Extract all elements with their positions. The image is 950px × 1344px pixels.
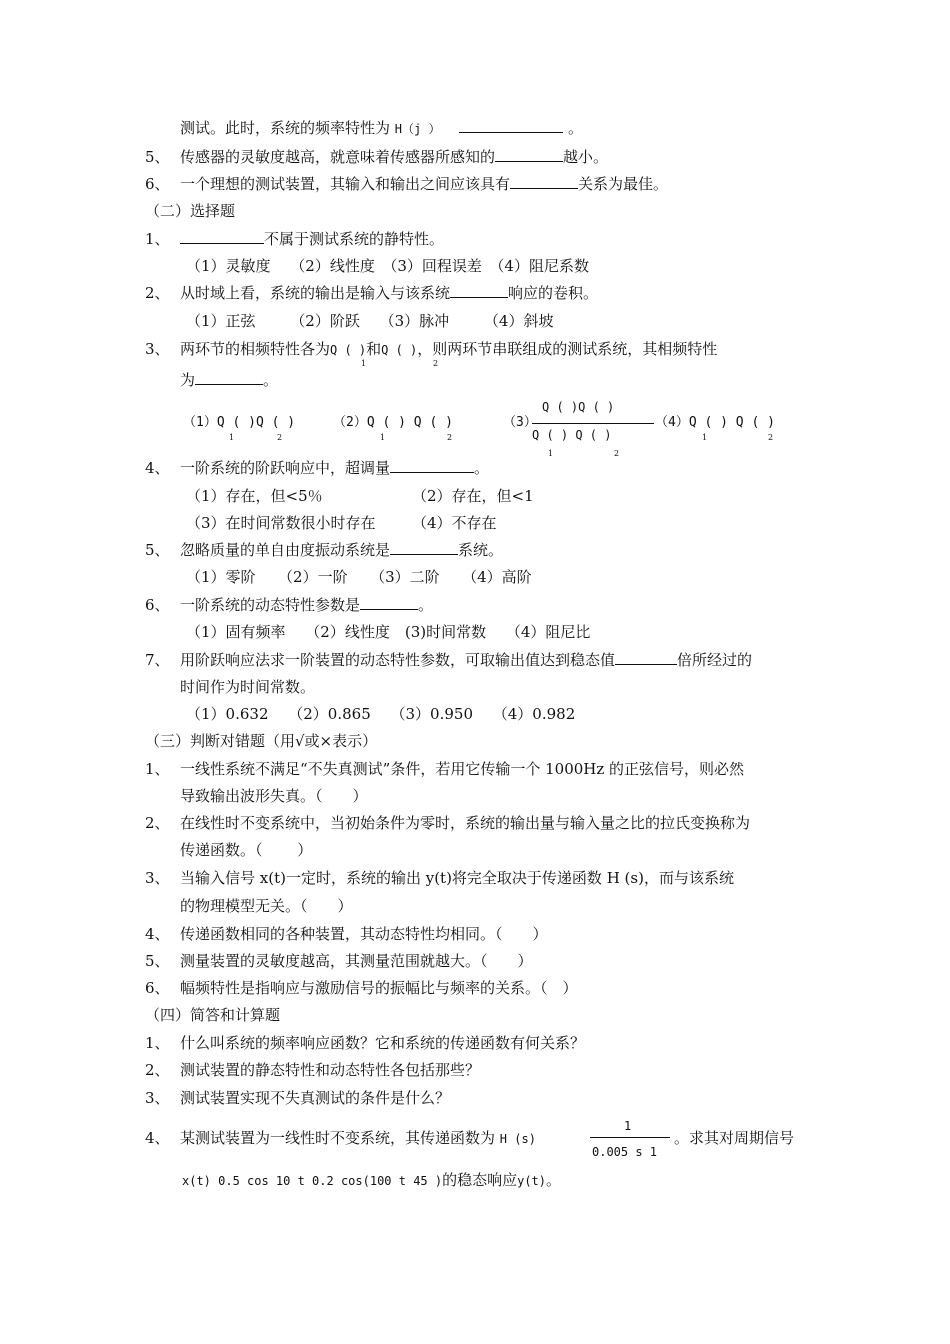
question-number: 7、 xyxy=(145,651,170,669)
math-expression: H（j ） xyxy=(394,122,441,136)
subscript: 2 xyxy=(433,359,439,368)
question-number: 6、 xyxy=(145,175,170,193)
answer-blank xyxy=(180,229,264,244)
question-text: 一个理想的测试装置，其输入和输出之间应该具有 xyxy=(180,175,511,193)
judge-2-cont: 传递函数。（ ） xyxy=(180,841,313,859)
answer-blank xyxy=(615,650,677,665)
punctuation: 。 xyxy=(418,596,434,614)
question-number: 2、 xyxy=(145,1061,170,1079)
subscript: 2 xyxy=(614,449,620,458)
question-text: 在线性时不变系统中，当初始条件为零时，系统的输出量与输入量之比的拉氏变换称为 xyxy=(180,814,751,832)
question-text: 什么叫系统的频率响应函数？它和系统的传递函数有何关系？ xyxy=(180,1034,586,1052)
subscript: 2 xyxy=(277,433,283,442)
question-text: 一阶系统的阶跃响应中，超调量 xyxy=(180,459,391,477)
fraction-bar xyxy=(590,1137,670,1138)
fraction-numerator: Q ( )Q ( ) xyxy=(542,400,615,414)
choice-7-options: （1）0.632 （2）0.865 （3）0.950 （4）0.982 xyxy=(186,705,576,723)
question-text: 传递函数相同的各种装置，其动态特性均相同。（ ） xyxy=(180,925,548,943)
short-4-cont xyxy=(182,1170,561,1191)
choice-3-option-1: （1）Q ( )Q ( ) xyxy=(183,415,296,430)
choice-1-options: （1）灵敏度 （2）线性度 （3）回程误差 （4）阻尼系数 xyxy=(186,257,589,275)
line-text: 测试。此时，系统的频率特性为 xyxy=(180,119,391,137)
question-number: 5、 xyxy=(145,952,170,970)
answer-blank xyxy=(459,118,563,133)
question-number: 6、 xyxy=(145,596,170,614)
transfer-function-label: H (s) xyxy=(499,1132,536,1146)
question-text: ，则两环节串联组成的测试系统，其相频特性 xyxy=(417,340,718,358)
subscript: 1 xyxy=(361,359,367,368)
choice-5-options: （1）零阶 （2）一阶 （3）二阶 （4）高阶 xyxy=(186,568,532,586)
math-q1: Q ( ) xyxy=(330,343,367,357)
question-text: 测试装置的静态特性和动态特性各包括那些？ xyxy=(180,1061,481,1079)
question-number: 5、 xyxy=(145,541,170,559)
choice-7-cont: 时间作为时间常数。 xyxy=(180,678,316,696)
punctuation: 。 xyxy=(263,371,279,389)
subscript: 1 xyxy=(380,433,386,442)
answer-blank xyxy=(510,174,578,189)
punctuation: 。 xyxy=(474,459,490,477)
answer-blank xyxy=(390,458,474,473)
answer-blank xyxy=(495,147,563,162)
answer-blank xyxy=(195,370,263,385)
question-text: 忽略质量的单自由度振动系统是 xyxy=(180,541,391,559)
judge-1-cont: 导致输出波形失真。（ ） xyxy=(180,787,368,805)
choice-3-option-4: （4）Q ( ) Q ( ) xyxy=(655,415,775,430)
question-text: 为 xyxy=(180,371,196,389)
choice-2-options: （1）正弦 （2）阶跃 （3）脉冲 （4）斜坡 xyxy=(186,312,554,330)
answer-blank xyxy=(390,540,458,555)
judge-3-cont: 的物理模型无关。（ ） xyxy=(180,897,353,915)
question-text: 从时域上看，系统的输出是输入与该系统 xyxy=(180,284,451,302)
question-text: 倍所经过的 xyxy=(677,651,753,669)
short-4-tail: 。求其对周期信号 xyxy=(674,1129,795,1147)
choice-4-option-4: （4）不存在 xyxy=(412,514,497,532)
question-text: 测试装置实现不失真测试的条件是什么？ xyxy=(180,1089,451,1107)
answer-blank xyxy=(360,595,418,610)
punctuation: 。 xyxy=(568,119,584,137)
punctuation: 。 xyxy=(546,1171,562,1189)
question-number: 3、 xyxy=(145,1089,170,1107)
fraction-numerator: 1 xyxy=(624,1119,632,1133)
question-text: 响应的卷积。 xyxy=(508,284,599,302)
question-number: 4、 xyxy=(145,1129,170,1147)
question-text: 幅频特性是指响应与激励信号的振幅比与频率的关系。（ ） xyxy=(180,979,578,997)
question-text: 测量装置的灵敏度越高，其测量范围就越大。（ ） xyxy=(180,952,533,970)
question-text: 关系为最佳。 xyxy=(578,175,669,193)
choice-4-option-1: （1）存在，但<5％ xyxy=(186,487,323,505)
question-text: 用阶跃响应法求一阶装置的动态特性参数，可取输出值达到稳态值 xyxy=(180,651,616,669)
choice-3-cont xyxy=(180,370,278,390)
math-q2: Q ( ) xyxy=(381,343,418,357)
question-text: 一线性系统不满足“不失真测试”条件，若用它传输一个 1000Hz 的正弦信号，则必然 xyxy=(180,760,745,778)
question-text: 当输入信号 x(t)一定时，系统的输出 y(t)将完全取决于传递函数 H (s)，而与该系统 xyxy=(180,869,734,887)
question-text: 两环节的相频特性各为 xyxy=(180,340,331,358)
subscript: 1 xyxy=(702,433,708,442)
question-number: 4、 xyxy=(145,925,170,943)
section-title-short-answer: （四）简答和计算题 xyxy=(145,1006,281,1024)
choice-4-option-2: （2）存在，但<1 xyxy=(412,487,534,505)
question-number: 1、 xyxy=(145,760,170,778)
fraction-denominator: Q ( ) Q ( ) xyxy=(532,428,612,442)
question-text: 和 xyxy=(366,340,382,358)
question-text: 系统。 xyxy=(458,541,504,559)
question-text: 越小。 xyxy=(563,148,609,166)
question-number: 6、 xyxy=(145,979,170,997)
subscript: 2 xyxy=(447,433,453,442)
choice-3-option-3-prefix: （3） xyxy=(503,415,537,430)
question-text: 不属于测试系统的静特性。 xyxy=(264,230,445,248)
question-text: 传感器的灵敏度越高，就意味着传感器所感知的 xyxy=(180,148,496,166)
question-number: 3、 xyxy=(145,869,170,887)
question-number: 2、 xyxy=(145,814,170,832)
question-text: 的稳态响应 xyxy=(442,1171,518,1189)
continued-line xyxy=(180,118,583,139)
section-title-judgement: （三）判断对错题（用√或×表示） xyxy=(145,732,378,750)
question-number: 1、 xyxy=(145,1034,170,1052)
choice-3-option-2: （2）Q ( ) Q ( ) xyxy=(333,415,453,430)
answer-blank xyxy=(450,283,508,298)
question-text: 一阶系统的动态特性参数是 xyxy=(180,596,361,614)
question-number: 1、 xyxy=(145,230,170,248)
question-number: 5、 xyxy=(145,148,170,166)
subscript: 1 xyxy=(548,449,554,458)
section-title-choice: （二）选择题 xyxy=(145,202,236,220)
question-number: 2、 xyxy=(145,284,170,302)
fraction-denominator: 0.005 s 1 xyxy=(592,1145,658,1159)
input-signal-expression: x(t) 0.5 cos 10 t 0.2 cos(100 t 45 ) xyxy=(182,1174,443,1188)
subscript: 1 xyxy=(229,433,235,442)
choice-6-options: （1）固有频率 （2）线性度 (3)时间常数 （4）阻尼比 xyxy=(186,623,591,641)
question-number: 3、 xyxy=(145,340,170,358)
question-text: 某测试装置为一线性时不变系统，其传递函数为 xyxy=(180,1129,496,1147)
subscript: 2 xyxy=(768,433,774,442)
choice-4-option-3: （3）在时间常数很小时存在 xyxy=(186,514,376,532)
output-signal-expression: y(t) xyxy=(517,1174,547,1188)
fraction-bar xyxy=(532,423,654,424)
question-number: 4、 xyxy=(145,459,170,477)
